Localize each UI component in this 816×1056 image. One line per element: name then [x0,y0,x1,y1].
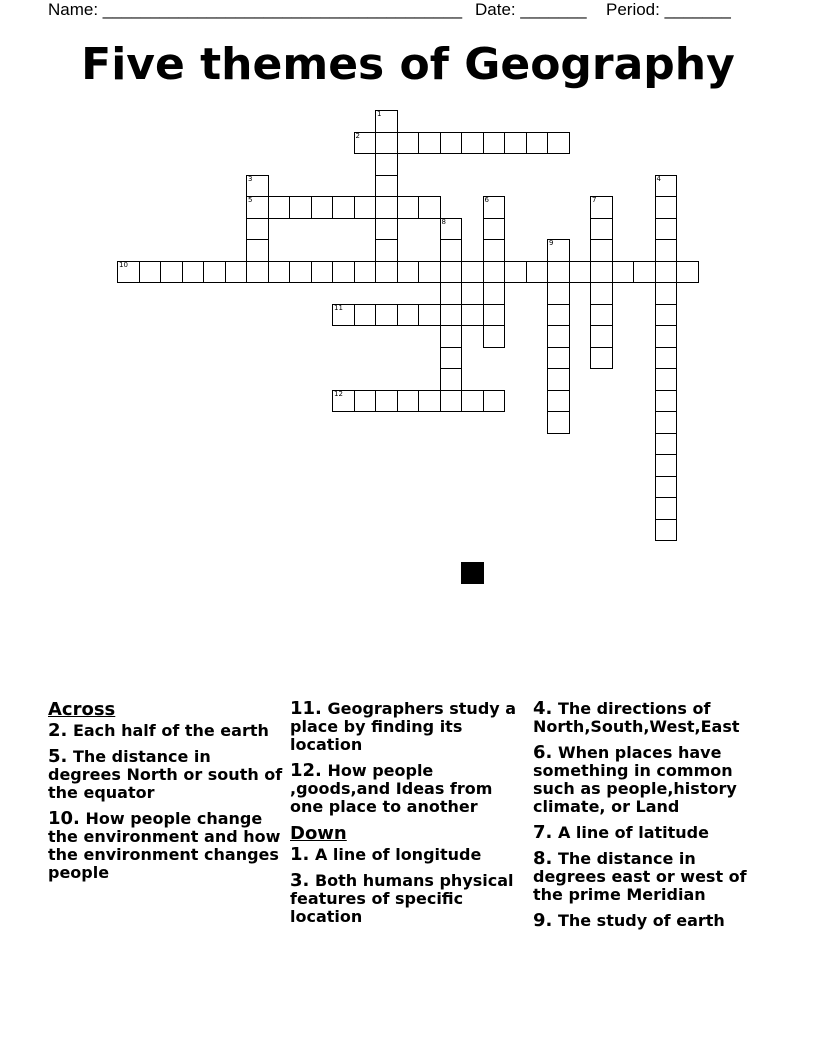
grid-cell[interactable] [655,519,678,542]
clue-item-text: The study of earth [552,911,725,930]
grid-cell[interactable] [332,196,355,219]
clue-item-number: 5. [48,746,68,767]
clue-number: 1 [377,110,382,118]
grid-cell[interactable] [547,325,570,348]
grid-cell[interactable] [655,368,678,391]
grid-cell[interactable] [203,261,226,284]
down-heading: Down [290,823,347,844]
grid-cell[interactable] [440,390,463,413]
black-cell [461,562,484,585]
grid-cell[interactable] [590,347,613,370]
grid-cell[interactable] [268,261,291,284]
clue-item-text: Both humans physical features of specific location [290,871,514,926]
grid-cell[interactable] [375,390,398,413]
grid-cell[interactable] [440,282,463,305]
grid-cell[interactable] [676,261,699,284]
grid-cell[interactable] [633,261,656,284]
grid-cell[interactable] [590,282,613,305]
grid-cell[interactable] [311,196,334,219]
grid-cell[interactable] [655,304,678,327]
grid-cell[interactable] [225,261,248,284]
grid-cell[interactable] [354,196,377,219]
grid-cell[interactable] [332,261,355,284]
clue-item [48,810,288,882]
name-field[interactable]: Name: ______________________________________ [48,0,463,19]
clue-item [48,722,288,740]
grid-cell[interactable] [440,304,463,327]
clue-item [290,700,526,754]
grid-cell[interactable] [289,196,312,219]
clue-number: 11 [334,303,343,312]
grid-cell[interactable] [483,325,506,348]
page-title: Five themes of Geography [81,39,735,90]
clue-item-number: 1. [290,844,310,865]
grid-cell[interactable] [461,390,484,413]
grid-cell[interactable] [655,261,678,284]
clue-item-text: A line of latitude [552,823,709,842]
grid-cell[interactable] [375,175,398,198]
grid-cell[interactable] [440,368,463,391]
clue-item-text: When places have something in common such as people,history climate, or Land [533,743,737,816]
grid-cell[interactable] [461,261,484,284]
grid-cell[interactable] [483,218,506,241]
clue-item-number: 3. [290,870,310,891]
clue-item [533,824,773,842]
grid-cell[interactable] [655,347,678,370]
grid-cell[interactable] [354,304,377,327]
clue-item [533,744,773,816]
grid-cell[interactable] [655,476,678,499]
grid-cell[interactable] [655,497,678,520]
grid-cell[interactable] [547,304,570,327]
grid-cell[interactable] [612,261,635,284]
grid-cell[interactable] [418,261,441,284]
grid-cell[interactable] [375,218,398,241]
clue-item-number: 9. [533,910,553,931]
grid-cell[interactable] [289,261,312,284]
grid-cell[interactable] [440,239,463,262]
clue-item [290,762,526,816]
grid-cell[interactable] [655,454,678,477]
clue-number: 7 [592,196,597,204]
clue-number: 10 [119,260,128,269]
clue-item-text: The directions of North,South,West,East [533,699,740,736]
grid-cell[interactable] [655,325,678,348]
grid-cell[interactable] [547,411,570,434]
clues-column-3 [533,700,773,938]
date-field[interactable]: Date: _______ [475,0,587,19]
clue-item-number: 12. [290,760,322,781]
clue-item-text: A line of longitude [309,845,482,864]
clue-item-text: Geographers study a place by finding its location [290,699,517,754]
clue-number: 8 [441,217,446,226]
clue-item-number: 6. [533,742,553,763]
grid-cell[interactable] [547,390,570,413]
grid-cell[interactable] [139,261,162,284]
grid-cell[interactable] [461,132,484,155]
grid-cell[interactable] [311,261,334,284]
grid-cell[interactable] [590,325,613,348]
grid-cell[interactable] [375,196,398,219]
grid-cell[interactable] [655,196,678,219]
clue-item [290,846,526,864]
grid-cell[interactable] [590,261,613,284]
clue-item-text: How people ,goods,and Ideas from one place to another [290,761,493,816]
grid-cell[interactable] [526,132,549,155]
grid-cell[interactable] [483,239,506,262]
clue-item-number: 11. [290,698,322,719]
grid-cell[interactable] [246,218,269,241]
grid-cell[interactable] [526,261,549,284]
clue-number: 6 [484,196,489,204]
grid-cell[interactable] [246,261,269,284]
grid-cell[interactable] [547,347,570,370]
grid-cell[interactable] [590,218,613,241]
grid-cell[interactable] [375,239,398,262]
grid-cell[interactable] [418,132,441,155]
grid-cell[interactable] [397,196,420,219]
grid-cell[interactable] [547,282,570,305]
grid-cell[interactable] [440,347,463,370]
clue-item [533,850,773,904]
grid-cell[interactable] [375,132,398,155]
clue-item [533,912,773,930]
grid-cell[interactable] [397,261,420,284]
clue-item-number: 7. [533,822,553,843]
clue-number: 12 [334,389,343,398]
clue-number: 3 [248,174,253,183]
grid-cell[interactable] [354,261,377,284]
grid-cell[interactable] [375,153,398,176]
grid-cell[interactable] [268,196,291,219]
clue-item [48,748,288,802]
grid-cell[interactable] [590,239,613,262]
clue-number: 4 [656,174,661,183]
clue-item-number: 10. [48,808,80,829]
grid-cell[interactable] [397,132,420,155]
grid-cell[interactable] [655,433,678,456]
clue-number: 9 [549,239,554,247]
grid-cell[interactable] [418,196,441,219]
grid-cell[interactable] [569,261,592,284]
grid-cell[interactable] [354,390,377,413]
clue-item-number: 8. [533,848,553,869]
grid-cell[interactable] [590,304,613,327]
grid-cell[interactable] [418,304,441,327]
grid-cell[interactable] [418,390,441,413]
grid-cell[interactable] [655,239,678,262]
grid-cell[interactable] [375,261,398,284]
grid-cell[interactable] [483,304,506,327]
clue-item-text: Each half of the earth [67,721,269,740]
period-field[interactable]: Period: _______ [606,0,731,19]
grid-cell[interactable] [655,411,678,434]
grid-cell[interactable] [440,132,463,155]
grid-cell[interactable] [547,261,570,284]
grid-cell[interactable] [397,304,420,327]
clue-item-text: The distance in degrees North or south of the equator [48,747,283,802]
grid-cell[interactable] [483,282,506,305]
grid-cell[interactable] [655,218,678,241]
clue-number: 5 [248,196,253,204]
grid-cell[interactable] [440,325,463,348]
clue-number: 2 [355,131,360,140]
grid-cell[interactable] [483,390,506,413]
clue-item-text: The distance in degrees east or west of the prime Meridian [533,849,747,904]
grid-cell[interactable] [461,304,484,327]
clue-item [533,700,773,736]
grid-cell[interactable] [504,261,527,284]
clue-item [290,872,526,926]
grid-cell[interactable] [483,261,506,284]
grid-cell[interactable] [504,132,527,155]
grid-cell[interactable] [655,282,678,305]
grid-cell[interactable] [547,368,570,391]
clue-item-number: 2. [48,720,68,741]
grid-cell[interactable] [440,261,463,284]
across-heading: Across [48,699,116,720]
clue-item-text: How people change the environment and how the environment changes people [48,809,281,882]
grid-cell[interactable] [397,390,420,413]
grid-cell[interactable] [483,132,506,155]
grid-cell[interactable] [375,304,398,327]
grid-cell[interactable] [246,239,269,262]
grid-cell[interactable] [547,132,570,155]
clues-column-2 [290,700,526,934]
grid-cell[interactable] [160,261,183,284]
clue-item-number: 4. [533,698,553,719]
grid-cell[interactable] [655,390,678,413]
clues-column-1 [48,700,288,890]
grid-cell[interactable] [182,261,205,284]
